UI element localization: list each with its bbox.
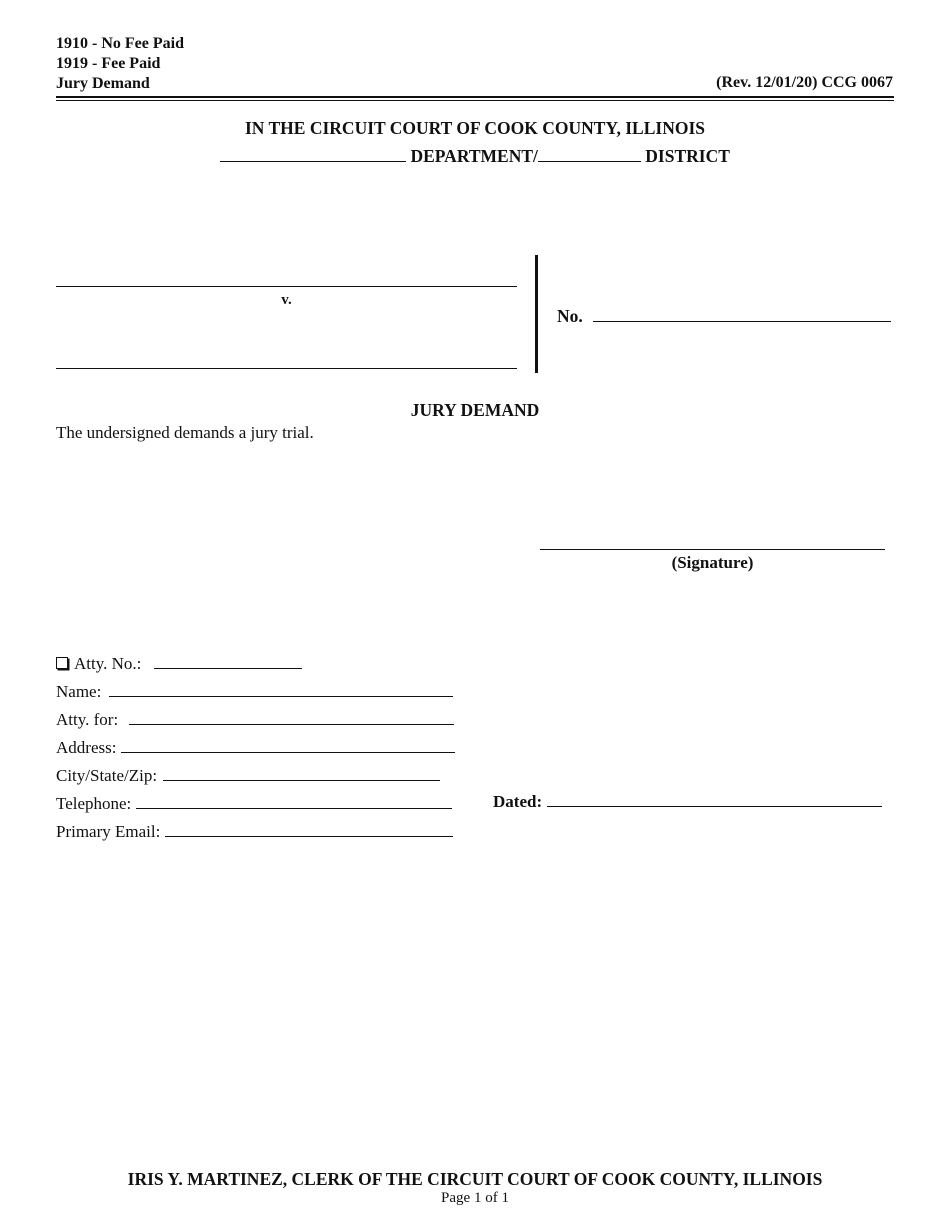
court-title: IN THE CIRCUIT COURT OF COOK COUNTY, ILLINOIS: [245, 118, 705, 138]
signature-label: (Signature): [671, 553, 754, 572]
atty-no-checkbox[interactable]: [56, 657, 68, 669]
department-district-line: [0, 146, 950, 167]
case-number-row: [557, 306, 891, 327]
page-number: Page 1 of 1: [441, 1190, 509, 1206]
address-label: Address:: [56, 738, 117, 757]
name-row: [56, 682, 453, 702]
plaintiff-field[interactable]: [56, 286, 517, 287]
header-rule-thick: [56, 96, 894, 98]
revision-code: (Rev. 12/01/20) CCG 0067: [716, 74, 893, 91]
district-field[interactable]: [538, 147, 641, 162]
city-state-zip-field[interactable]: [163, 766, 440, 781]
form-code-fee-paid: 1919 - Fee Paid: [56, 55, 161, 72]
atty-for-row: [56, 710, 454, 730]
email-label: Primary Email:: [56, 822, 161, 841]
signature-field[interactable]: [540, 549, 885, 550]
form-code-jury-demand: Jury Demand: [56, 75, 150, 92]
department-label: DEPARTMENT/: [410, 146, 538, 166]
email-row: [56, 822, 453, 842]
clerk-footer: IRIS Y. MARTINEZ, CLERK OF THE CIRCUIT COURT OF COOK COUNTY, ILLINOIS: [127, 1169, 823, 1189]
district-label: DISTRICT: [645, 146, 730, 166]
case-number-field[interactable]: [593, 307, 891, 322]
address-row: [56, 738, 455, 758]
atty-for-label: Atty. for:: [56, 710, 119, 729]
form-codes: [56, 34, 184, 94]
atty-no-field[interactable]: [154, 654, 302, 669]
case-number-label: No.: [557, 306, 583, 326]
form-code-no-fee: 1910 - No Fee Paid: [56, 35, 184, 52]
document-title: JURY DEMAND: [410, 400, 540, 420]
dated-row: [493, 792, 882, 812]
header-rule-thin: [56, 100, 894, 101]
telephone-field[interactable]: [136, 794, 452, 809]
telephone-row: [56, 794, 452, 814]
jury-demand-statement: The undersigned demands a jury trial.: [56, 423, 314, 442]
name-label: Name:: [56, 682, 102, 701]
address-field[interactable]: [121, 738, 455, 753]
name-field[interactable]: [109, 682, 453, 697]
atty-no-label: Atty. No.:: [74, 654, 142, 673]
versus-label: v.: [281, 292, 292, 308]
city-state-zip-row: [56, 766, 440, 786]
atty-no-row: [56, 654, 302, 674]
dated-label: Dated:: [493, 792, 543, 811]
telephone-label: Telephone:: [56, 794, 132, 813]
defendant-field[interactable]: [56, 368, 517, 369]
city-state-zip-label: City/State/Zip:: [56, 766, 158, 785]
department-field[interactable]: [220, 147, 406, 162]
atty-for-field[interactable]: [129, 710, 454, 725]
email-field[interactable]: [165, 822, 453, 837]
dated-field[interactable]: [547, 792, 882, 807]
caption-divider: [535, 255, 538, 373]
